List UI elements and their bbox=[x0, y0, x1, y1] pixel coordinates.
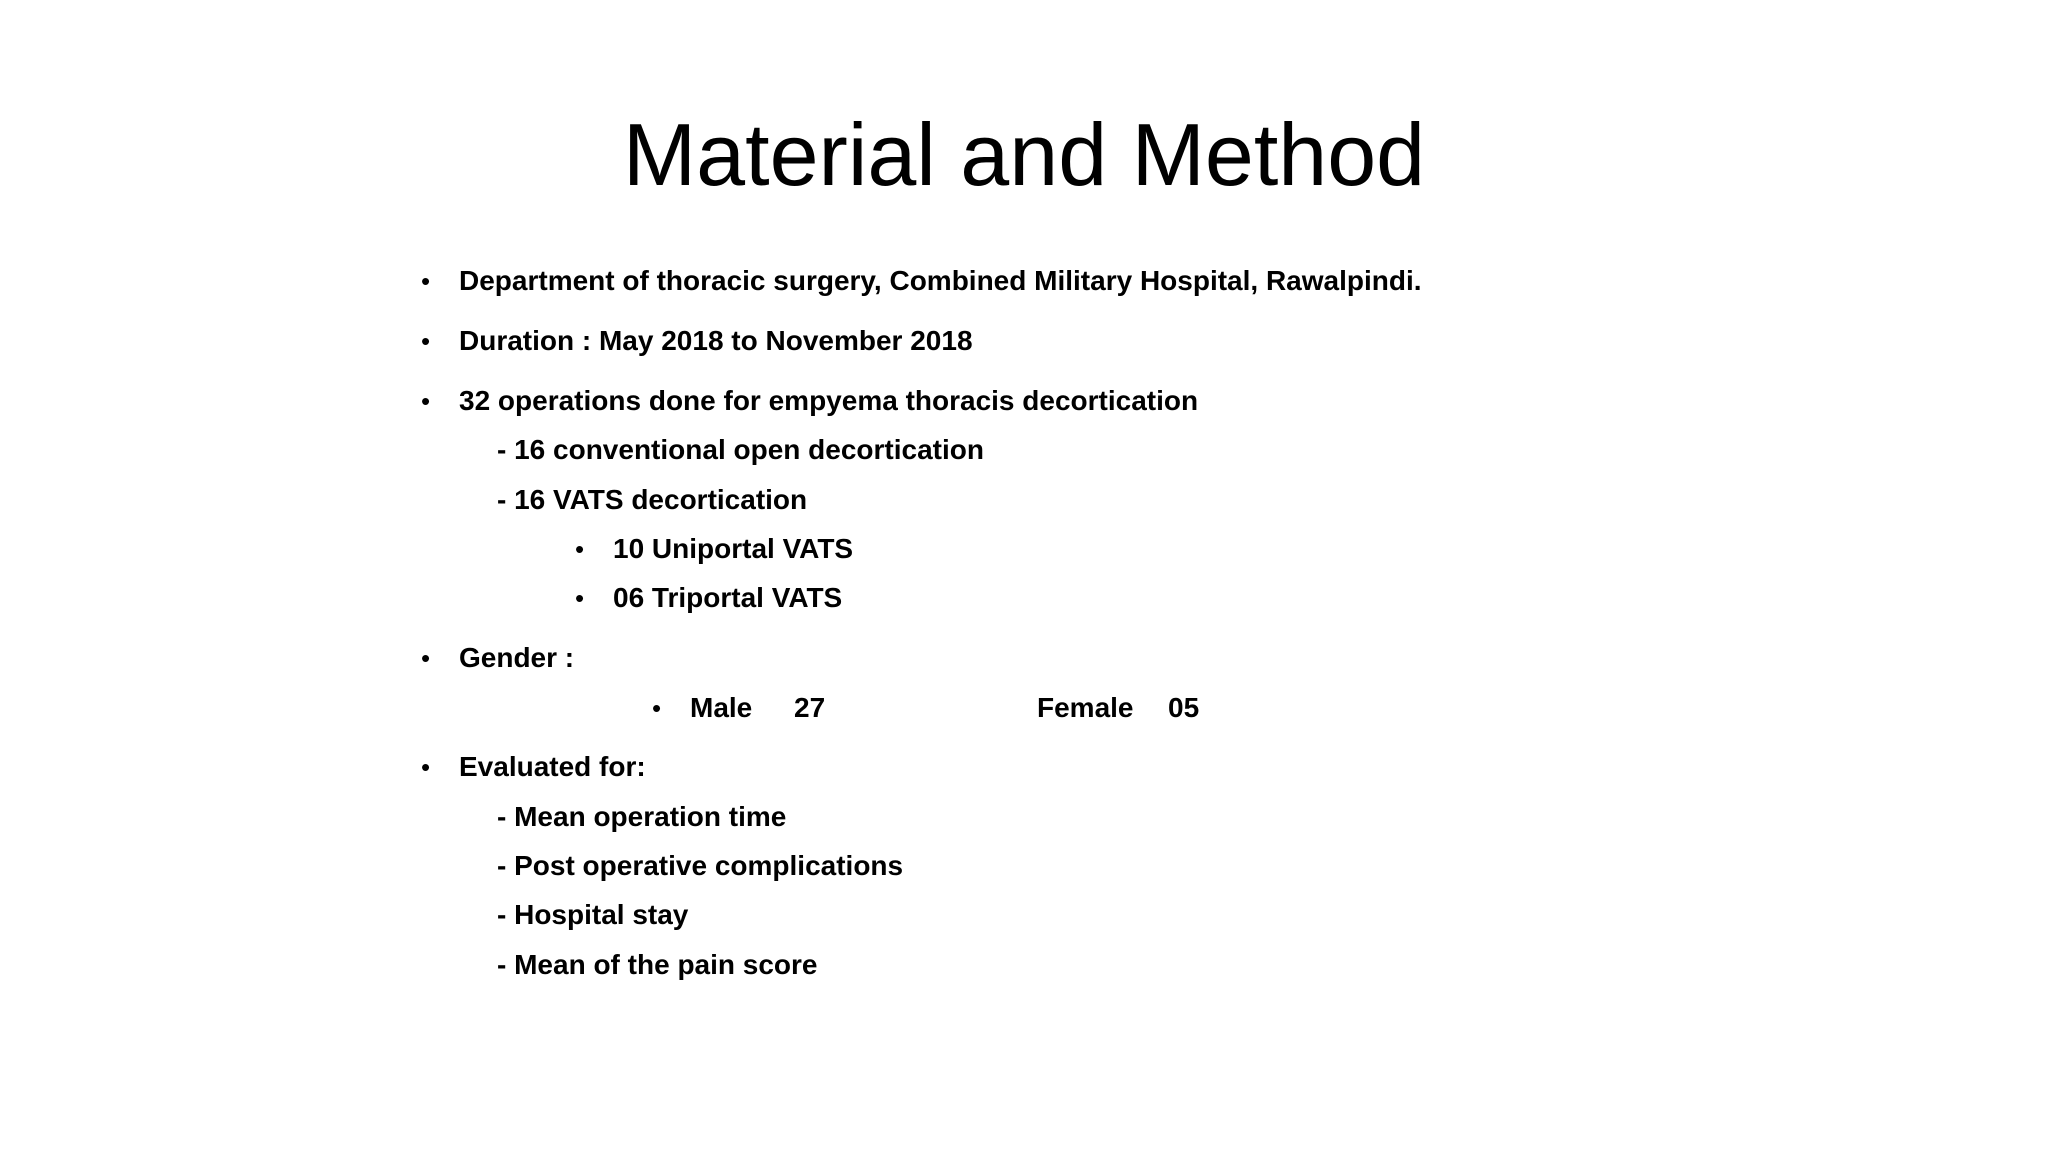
item-department: Department of thoracic surgery, Combined Military Hospital, Rawalpindi. bbox=[459, 265, 1422, 296]
item-open-decortication: - 16 conventional open decortication bbox=[497, 434, 984, 465]
item-operations: 32 operations done for empyema thoracis decortication bbox=[459, 385, 1199, 416]
item-duration: Duration : May 2018 to November 2018 bbox=[459, 325, 973, 356]
bullet-icon: • bbox=[421, 326, 431, 356]
bullet-icon: • bbox=[421, 643, 431, 673]
item-post-operative-complications: - Post operative complications bbox=[497, 850, 904, 881]
bullet-icon: • bbox=[421, 266, 431, 296]
bullet-icon: • bbox=[421, 386, 431, 416]
item-mean-operation-time: - Mean operation time bbox=[497, 801, 787, 832]
item-hospital-stay: - Hospital stay bbox=[497, 899, 689, 930]
item-vats-decortication: - 16 VATS decortication bbox=[497, 484, 808, 515]
slide-title: Material and Method bbox=[622, 105, 1426, 204]
item-evaluated-for: Evaluated for: bbox=[459, 751, 646, 782]
item-uniportal-vats: 10 Uniportal VATS bbox=[613, 533, 854, 564]
item-mean-pain-score: - Mean of the pain score bbox=[497, 949, 818, 980]
bullet-icon: • bbox=[575, 534, 585, 564]
gender-female-count: 05 bbox=[1168, 692, 1200, 723]
bullet-icon: • bbox=[652, 693, 662, 723]
bullet-icon: • bbox=[575, 583, 585, 613]
gender-female-label: Female bbox=[1037, 692, 1134, 723]
item-gender: Gender : bbox=[459, 642, 575, 673]
item-triportal-vats: 06 Triportal VATS bbox=[613, 582, 843, 613]
gender-male-count: 27 bbox=[794, 692, 826, 723]
bullet-icon: • bbox=[421, 752, 431, 782]
gender-male-label: Male bbox=[690, 692, 753, 723]
